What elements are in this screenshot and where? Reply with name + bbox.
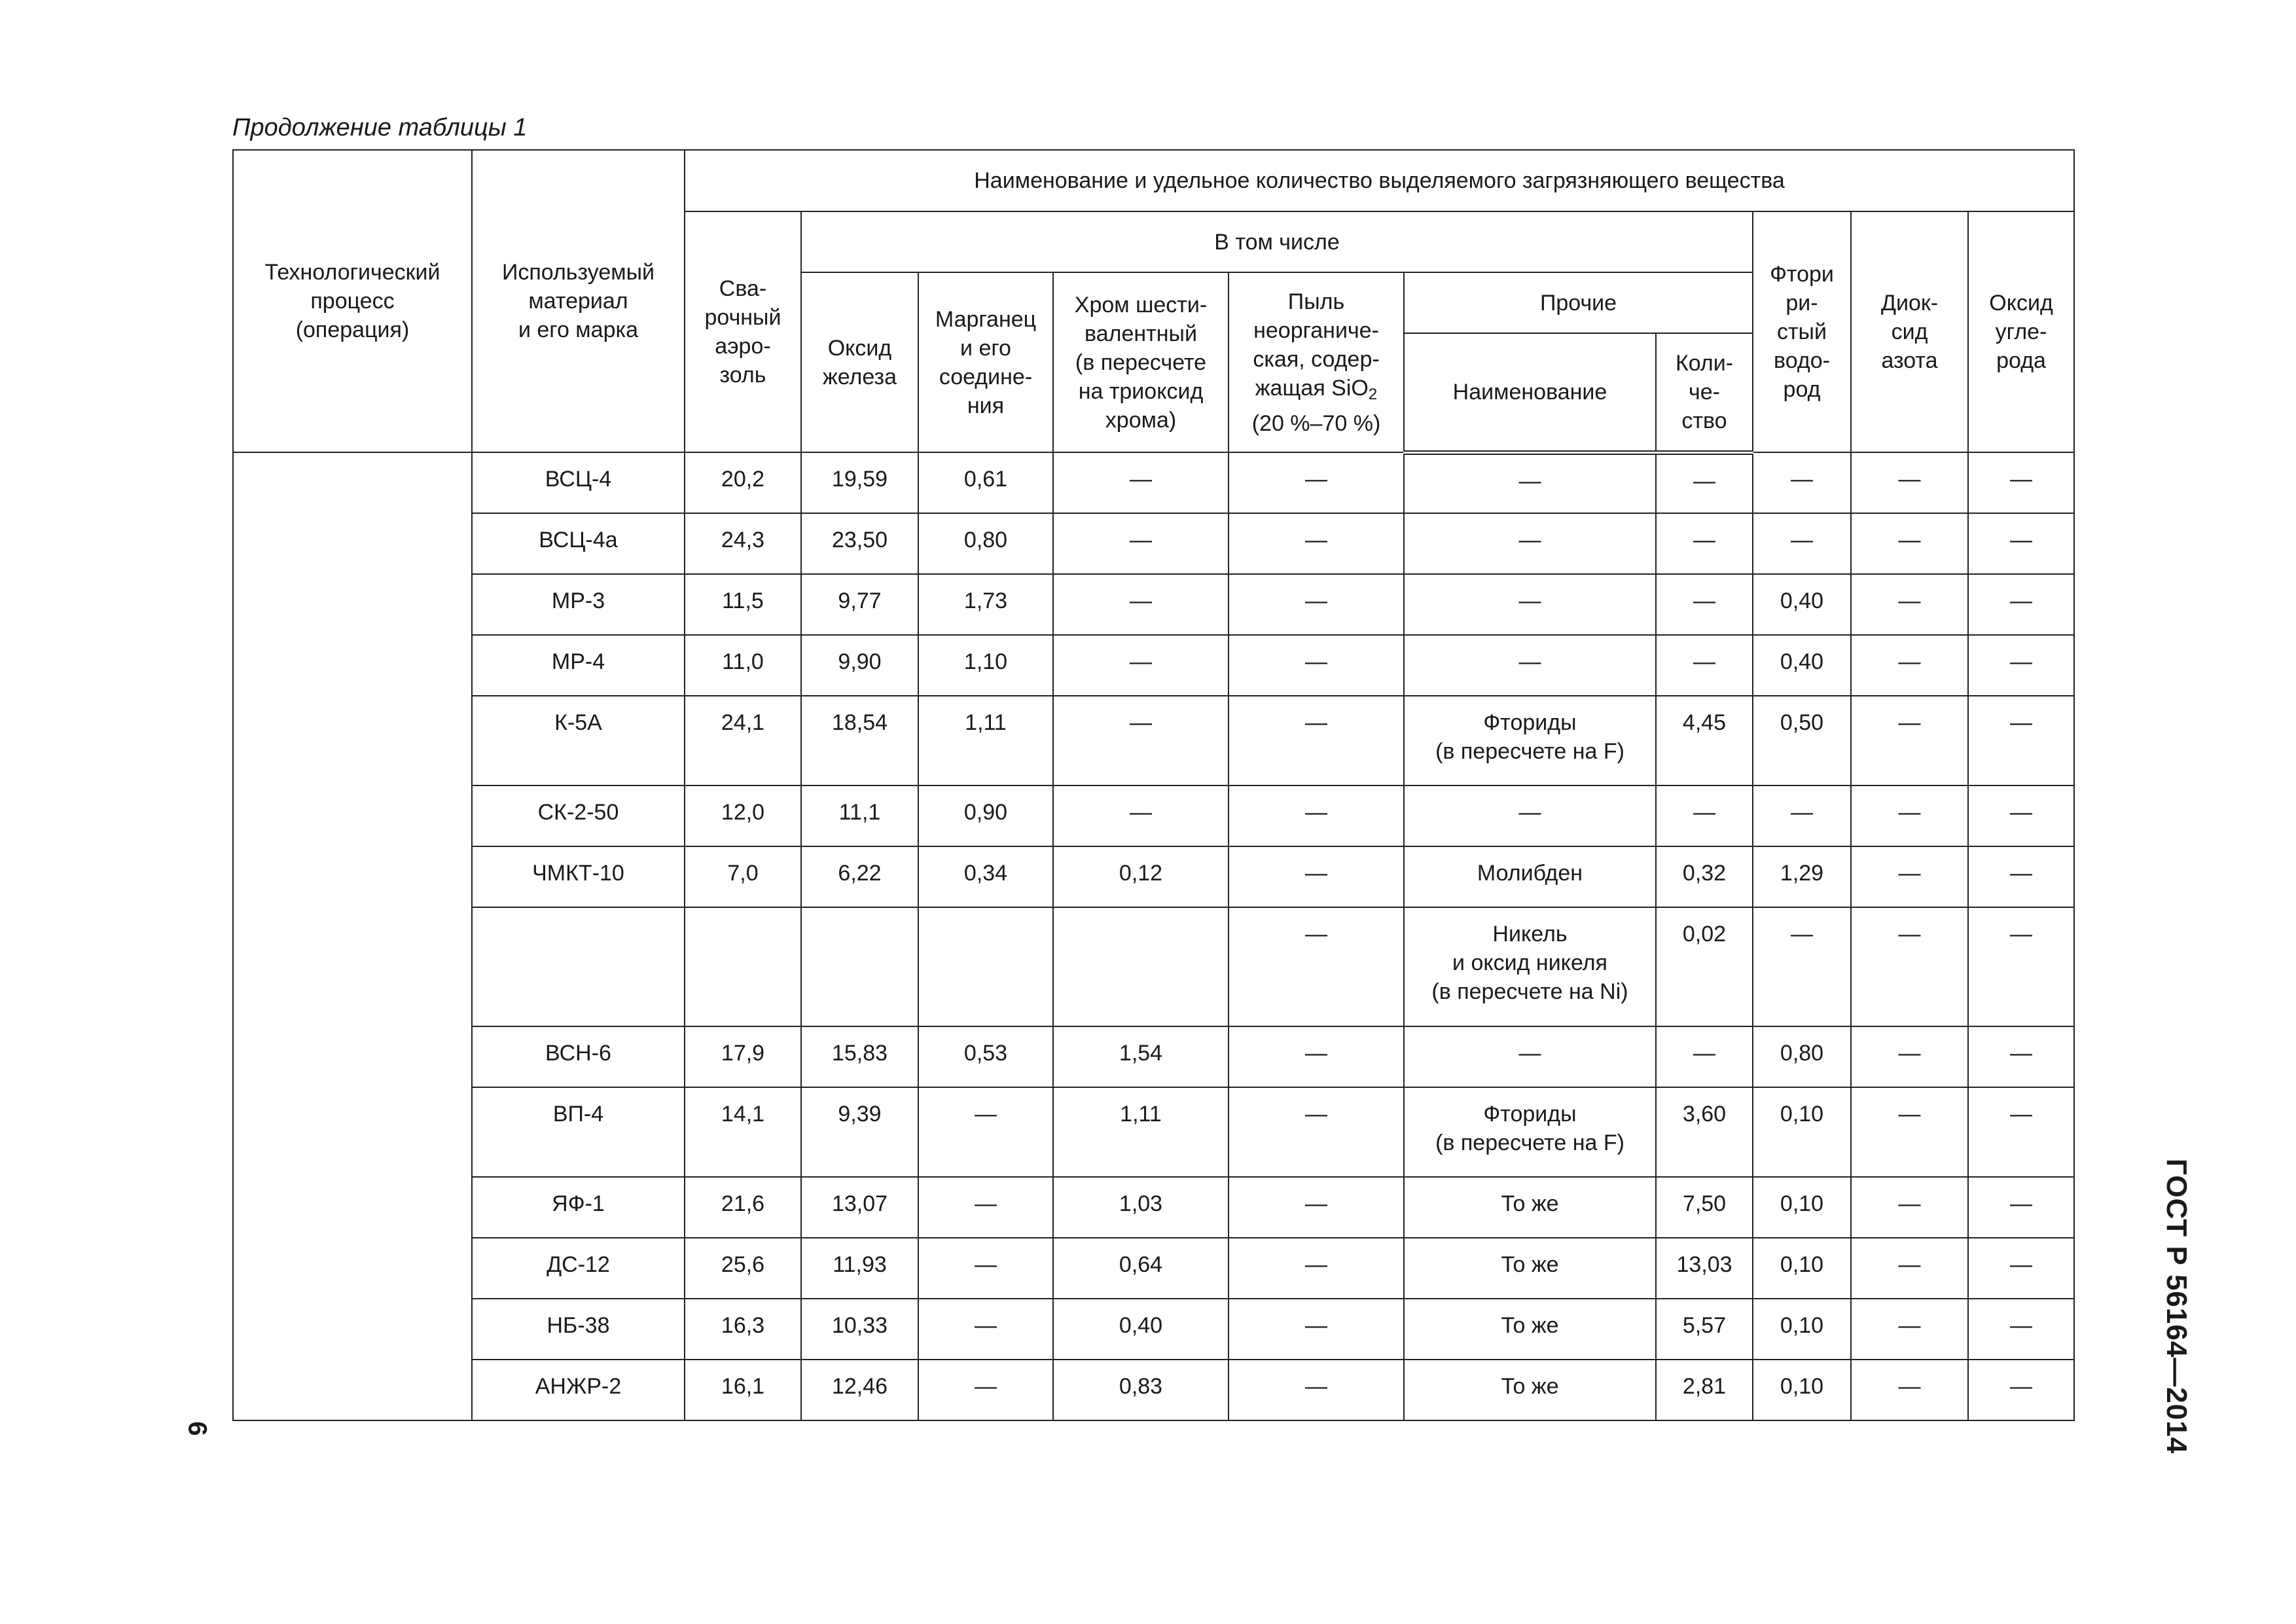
- cell-mn: —: [918, 1238, 1053, 1299]
- cell-dust: —: [1229, 846, 1404, 907]
- cr-l3: (в пересчете: [1075, 350, 1207, 375]
- cell-hf: 0,40: [1753, 635, 1851, 696]
- cell-material: ЯФ-1: [472, 1177, 685, 1238]
- table-row: [233, 1299, 2074, 1360]
- cell-aerosol: 16,1: [685, 1360, 801, 1420]
- cell-material: МР-4: [472, 635, 685, 696]
- cell-dust: —: [1229, 1026, 1404, 1087]
- cell-no2: —: [1851, 907, 1968, 1026]
- cell-qty: 7,50: [1656, 1177, 1753, 1238]
- cell-mn: 0,61: [918, 452, 1053, 513]
- header-other-qty: [1656, 333, 1753, 452]
- cell-mn: 0,90: [918, 785, 1053, 846]
- header-dust: [1229, 272, 1404, 452]
- cell-cr: 1,03: [1053, 1177, 1229, 1238]
- cell-no2: —: [1851, 574, 1968, 635]
- cell-hf: 0,50: [1753, 696, 1851, 785]
- cell-mn: —: [918, 1299, 1053, 1360]
- hf-l3: стый: [1776, 319, 1827, 344]
- co-l3: рода: [1996, 348, 2046, 373]
- cell-hf: 0,10: [1753, 1177, 1851, 1238]
- header-process: [233, 150, 472, 452]
- cell-hf: 0,40: [1753, 574, 1851, 635]
- cell-iron: 11,93: [801, 1238, 918, 1299]
- co-l1: Оксид: [1989, 291, 2053, 316]
- cell-no2: —: [1851, 1087, 1968, 1177]
- cell-qty: 2,81: [1656, 1360, 1753, 1420]
- cell-co: —: [1968, 1238, 2074, 1299]
- cell-qty: 4,45: [1656, 696, 1753, 785]
- cell-dust: —: [1229, 574, 1404, 635]
- cell-aerosol: 17,9: [685, 1026, 801, 1087]
- cell-co: —: [1968, 1087, 2074, 1177]
- name-line: (в пересчете на F): [1435, 739, 1624, 764]
- cell-aerosol: 20,2: [685, 452, 801, 513]
- cell-iron: 18,54: [801, 696, 918, 785]
- cell-co: —: [1968, 1026, 2074, 1087]
- header-no2: [1851, 211, 1968, 452]
- dust-l2: неорганиче-: [1253, 317, 1379, 343]
- table-body: [233, 452, 2074, 1420]
- name-line: (в пересчете на Ni): [1431, 979, 1628, 1004]
- table-row: [233, 1360, 2074, 1420]
- cell-dust: —: [1229, 907, 1404, 1026]
- cell-cr: 0,83: [1053, 1360, 1229, 1420]
- cell-hf: 0,10: [1753, 1360, 1851, 1420]
- cr-l5: хрома): [1105, 407, 1177, 433]
- cell-aerosol: 11,0: [685, 635, 801, 696]
- cell-cr: —: [1053, 452, 1229, 513]
- cell-name: [1404, 907, 1656, 1026]
- cell-dust: —: [1229, 1177, 1404, 1238]
- header-other: Прочие: [1404, 272, 1753, 333]
- cell-no2: —: [1851, 785, 1968, 846]
- cell-mn: —: [918, 1177, 1053, 1238]
- cell-qty: 13,03: [1656, 1238, 1753, 1299]
- cell-no2: —: [1851, 1177, 1968, 1238]
- co-l2: угле-: [1995, 319, 2047, 344]
- cell-aerosol: 14,1: [685, 1087, 801, 1177]
- process-l1: Технологический: [264, 260, 440, 285]
- cell-name: —: [1404, 635, 1656, 696]
- cell-material: ВСЦ-4: [472, 452, 685, 513]
- cell-qty: 5,57: [1656, 1299, 1753, 1360]
- cell-mn: 0,80: [918, 513, 1053, 574]
- cell-qty: 3,60: [1656, 1087, 1753, 1177]
- qty-l3: ство: [1681, 408, 1727, 433]
- cell-name: То же: [1404, 1177, 1656, 1238]
- cell-no2: —: [1851, 1026, 1968, 1087]
- cell-qty: —: [1656, 1026, 1753, 1087]
- cell-cr: [1053, 907, 1229, 1026]
- cell-co: —: [1968, 785, 2074, 846]
- cell-no2: —: [1851, 1360, 1968, 1420]
- cell-aerosol: 24,1: [685, 696, 801, 785]
- cell-iron: 13,07: [801, 1177, 918, 1238]
- cell-co: —: [1968, 846, 2074, 907]
- material-l1: Используемый: [501, 260, 655, 285]
- header-aerosol: [685, 211, 801, 452]
- cell-dust: —: [1229, 635, 1404, 696]
- cell-cr: —: [1053, 513, 1229, 574]
- table-caption: Продолжение таблицы 1: [232, 114, 528, 141]
- cell-aerosol: 24,3: [685, 513, 801, 574]
- cell-mn: 1,11: [918, 696, 1053, 785]
- cell-dust: —: [1229, 513, 1404, 574]
- cell-mn: 0,53: [918, 1026, 1053, 1087]
- material-l3: и его марка: [518, 317, 639, 342]
- table-row: [233, 513, 2074, 574]
- name-line: Фториды: [1483, 710, 1577, 735]
- cell-cr: 1,54: [1053, 1026, 1229, 1087]
- cell-material: [472, 907, 685, 1026]
- cell-iron: 10,33: [801, 1299, 918, 1360]
- cell-co: —: [1968, 1360, 2074, 1420]
- cell-material: ДС-12: [472, 1238, 685, 1299]
- name-line: (в пересчете на F): [1435, 1130, 1624, 1155]
- cell-co: —: [1968, 696, 2074, 785]
- table-row: [233, 1177, 2074, 1238]
- hf-l1: Фтори: [1770, 262, 1834, 287]
- mn-l4: ния: [967, 393, 1005, 418]
- cell-name: [1404, 696, 1656, 785]
- cell-hf: 0,10: [1753, 1087, 1851, 1177]
- qty-l1: Коли-: [1675, 350, 1734, 376]
- cell-mn: —: [918, 1087, 1053, 1177]
- cell-qty: 0,02: [1656, 907, 1753, 1026]
- hf-l4: водо-: [1774, 348, 1830, 373]
- cell-cr: —: [1053, 785, 1229, 846]
- cell-hf: 1,29: [1753, 846, 1851, 907]
- table-row: [233, 1238, 2074, 1299]
- no2-l3: азота: [1881, 348, 1938, 373]
- cell-name: Молибден: [1404, 846, 1656, 907]
- cell-no2: —: [1851, 696, 1968, 785]
- material-l2: материал: [528, 289, 628, 314]
- cell-aerosol: 21,6: [685, 1177, 801, 1238]
- cell-iron: [801, 907, 918, 1026]
- cell-dust: —: [1229, 452, 1404, 513]
- cell-cr: —: [1053, 574, 1229, 635]
- cell-material: МР-3: [472, 574, 685, 635]
- cell-hf: —: [1753, 513, 1851, 574]
- cell-co: —: [1968, 452, 2074, 513]
- process-l3: (операция): [295, 317, 410, 342]
- emissions-table: [232, 149, 2075, 1421]
- cell-no2: —: [1851, 513, 1968, 574]
- name-line: Фториды: [1483, 1102, 1577, 1127]
- qty-l2: че-: [1689, 379, 1720, 405]
- cell-co: —: [1968, 574, 2074, 635]
- mn-l2: и его: [960, 335, 1011, 361]
- page-number: 6: [183, 1421, 212, 1436]
- aerosol-l1: Сва-: [719, 276, 767, 301]
- cell-dust: —: [1229, 1087, 1404, 1177]
- table-row: [233, 635, 2074, 696]
- no2-l2: сид: [1891, 319, 1928, 344]
- cell-hf: 0,10: [1753, 1299, 1851, 1360]
- mn-l1: Марганец: [935, 306, 1037, 332]
- table-row: [233, 907, 2074, 1026]
- cell-dust: —: [1229, 785, 1404, 846]
- cr-l1: Хром шести-: [1074, 292, 1208, 317]
- cell-cr: 0,40: [1053, 1299, 1229, 1360]
- cell-material: ЧМКТ-10: [472, 846, 685, 907]
- cell-no2: —: [1851, 1238, 1968, 1299]
- header-other-name: Наименование: [1404, 333, 1656, 452]
- aerosol-l4: золь: [719, 363, 766, 388]
- cell-cr: —: [1053, 696, 1229, 785]
- cell-mn: 0,34: [918, 846, 1053, 907]
- cell-qty: —: [1656, 635, 1753, 696]
- cell-mn: —: [918, 1360, 1053, 1420]
- cell-material: ВСН-6: [472, 1026, 685, 1087]
- iron-l2: железа: [822, 364, 897, 389]
- cell-aerosol: 7,0: [685, 846, 801, 907]
- cell-aerosol: 11,5: [685, 574, 801, 635]
- cell-dust: —: [1229, 696, 1404, 785]
- cell-qty: —: [1656, 452, 1753, 513]
- aerosol-l2: рочный: [704, 305, 781, 330]
- cell-name: [1404, 1087, 1656, 1177]
- cell-co: —: [1968, 1299, 2074, 1360]
- cell-hf: —: [1753, 907, 1851, 1026]
- cell-name: —: [1404, 452, 1656, 513]
- cell-qty: —: [1656, 574, 1753, 635]
- cell-material: ВП-4: [472, 1087, 685, 1177]
- cell-name: То же: [1404, 1238, 1656, 1299]
- table-row: [233, 1026, 2074, 1087]
- cell-iron: 23,50: [801, 513, 918, 574]
- cell-hf: 0,80: [1753, 1026, 1851, 1087]
- cell-cr: 0,64: [1053, 1238, 1229, 1299]
- cell-dust: —: [1229, 1299, 1404, 1360]
- cell-iron: 9,90: [801, 635, 918, 696]
- cell-no2: —: [1851, 635, 1968, 696]
- dust-l1: Пыль: [1287, 289, 1345, 314]
- cr-l2: валентный: [1085, 321, 1197, 346]
- name-line: и оксид никеля: [1452, 950, 1607, 975]
- cell-name: —: [1404, 574, 1656, 635]
- cell-name: —: [1404, 785, 1656, 846]
- cell-mn: 1,73: [918, 574, 1053, 635]
- cell-name: То же: [1404, 1299, 1656, 1360]
- cell-cr: 0,12: [1053, 846, 1229, 907]
- no2-l1: Диок-: [1880, 291, 1939, 316]
- hf-l2: ри-: [1785, 291, 1818, 316]
- cell-aerosol: 16,3: [685, 1299, 801, 1360]
- cell-aerosol: 25,6: [685, 1238, 801, 1299]
- cell-iron: 6,22: [801, 846, 918, 907]
- cell-cr: —: [1053, 635, 1229, 696]
- cell-material: К-5А: [472, 696, 685, 785]
- cell-name: —: [1404, 513, 1656, 574]
- table-row: [233, 452, 2074, 513]
- cell-co: —: [1968, 1177, 2074, 1238]
- cell-material: АНЖР-2: [472, 1360, 685, 1420]
- document-code: ГОСТ Р 56164—2014: [2161, 1159, 2193, 1454]
- cell-mn: 1,10: [918, 635, 1053, 696]
- header-material: [472, 150, 685, 452]
- table-row: [233, 574, 2074, 635]
- cr-l4: на триоксид: [1078, 378, 1204, 404]
- cell-qty: 0,32: [1656, 846, 1753, 907]
- cell-cr: 1,11: [1053, 1087, 1229, 1177]
- header-co: [1968, 211, 2074, 452]
- cell-dust: —: [1229, 1238, 1404, 1299]
- cell-iron: 11,1: [801, 785, 918, 846]
- cell-qty: —: [1656, 785, 1753, 846]
- cell-material: НБ-38: [472, 1299, 685, 1360]
- name-line: Никель: [1492, 922, 1568, 947]
- aerosol-l3: аэро-: [715, 334, 771, 359]
- cell-iron: 9,39: [801, 1087, 918, 1177]
- mn-l3: соедине-: [939, 364, 1033, 389]
- cell-hf: —: [1753, 785, 1851, 846]
- cell-name: То же: [1404, 1360, 1656, 1420]
- iron-l1: Оксид: [827, 335, 892, 361]
- header-hf: [1753, 211, 1851, 452]
- cell-iron: 19,59: [801, 452, 918, 513]
- table-row: [233, 846, 2074, 907]
- table-row: [233, 696, 2074, 785]
- cell-hf: 0,10: [1753, 1238, 1851, 1299]
- cell-no2: —: [1851, 846, 1968, 907]
- cell-co: —: [1968, 635, 2074, 696]
- process-cell: [233, 452, 472, 1420]
- header-including: В том числе: [801, 211, 1753, 272]
- cell-aerosol: [685, 907, 801, 1026]
- cell-iron: 9,77: [801, 574, 918, 635]
- dust-l3: ская, содер-: [1253, 346, 1380, 372]
- cell-dust: —: [1229, 1360, 1404, 1420]
- process-l2: процесс: [310, 289, 395, 314]
- cell-co: —: [1968, 513, 2074, 574]
- cell-iron: 12,46: [801, 1360, 918, 1420]
- cell-iron: 15,83: [801, 1026, 918, 1087]
- header-iron: [801, 272, 918, 452]
- dust-l4: жащая SiO$_2$: [1255, 375, 1378, 403]
- hf-l5: род: [1783, 377, 1821, 402]
- cell-name: —: [1404, 1026, 1656, 1087]
- cell-mn: [918, 907, 1053, 1026]
- header-chrome: [1053, 272, 1229, 452]
- cell-qty: —: [1656, 513, 1753, 574]
- cell-hf: —: [1753, 452, 1851, 513]
- header-manganese: [918, 272, 1053, 452]
- cell-co: —: [1968, 907, 2074, 1026]
- cell-no2: —: [1851, 452, 1968, 513]
- cell-no2: —: [1851, 1299, 1968, 1360]
- header-group: Наименование и удельное количество выделяемого загрязняющего вещества: [685, 150, 2074, 211]
- dust-l5: (20 %–70 %): [1251, 410, 1381, 436]
- table-row: [233, 1087, 2074, 1177]
- cell-material: СК-2-50: [472, 785, 685, 846]
- cell-aerosol: 12,0: [685, 785, 801, 846]
- table-row: [233, 785, 2074, 846]
- cell-material: ВСЦ-4а: [472, 513, 685, 574]
